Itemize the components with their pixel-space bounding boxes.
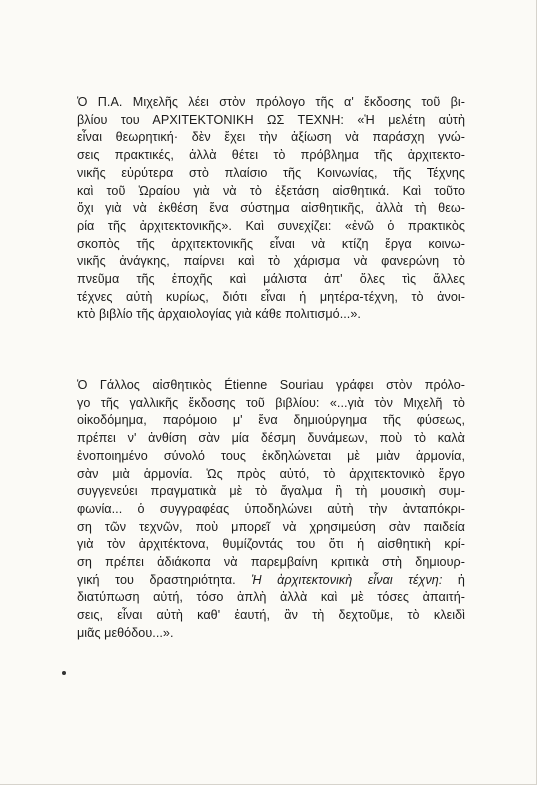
text-line: διατύπωση αὐτή, τόσο ἁπλὴ ἀλλὰ καὶ μὲ τόσες ἀπαιτή-	[77, 590, 465, 605]
text-line: σεις πρακτικές, ἀλλὰ θέτει τὸ πρόβλημα τῆς ἀρχιτεκτο-	[77, 148, 465, 163]
text-line: σεις, εἶναι αὐτὴ καθ' ἑαυτή, ἂν τὴ δεχτοῦμε, τὸ κλειδὶ	[77, 608, 465, 623]
text-line: πρέπει ν' ἀνθίση σὰν μία δέσμη δυνάμεων, ποὺ τὸ καλὰ	[77, 431, 465, 446]
text-line: ρία τῆς ἀρχιτεκτονικῆς». Καὶ συνεχίζει: «ἐνῶ ὁ πρακτικὸς	[77, 218, 465, 233]
text-line: μιᾶς μεθόδου...».	[77, 625, 174, 640]
text-line: ση τῶν τεχνῶν, ποὺ μπορεῖ νὰ χρησιμεύση σὰν παιδεία	[77, 519, 465, 534]
paragraph-michelis-preface	[77, 94, 465, 324]
text-line: γο τῆς γαλλικῆς ἔκδοσης τοῦ βιβλίου: «...γιὰ τὸν Μιχελῆ τὸ	[77, 395, 465, 410]
text-line: εἶναι θεωρητική· δὲν ἔχει τὴν ἀξίωση νὰ παράσχη γνώ-	[77, 130, 465, 145]
text-line: σὰν μιὰ ἁρμονία. Ὡς πρὸς αὐτό, τὸ ἀρχιτεκτονικὸ ἔργο	[77, 466, 465, 481]
text-line: Ὁ Γάλλος αἰσθητικὸς Étienne Souriau γράφει στὸν πρόλο-	[77, 378, 465, 392]
text-line: ὄχι γιὰ νὰ ἐκθέση ἕνα σύστημα αἰσθητικῆς, ἀλλὰ τὴ θεω-	[77, 201, 465, 216]
text-line: κτὸ βιβλίο τῆς ἀρχαιολογίας γιὰ κάθε πολιτισμό...».	[77, 307, 361, 322]
margin-dot-mark	[62, 671, 66, 675]
text-line: πνεῦμα τῆς ἐποχῆς καὶ μάλιστα ἀπ' ὅλες τὶς ἄλλες	[77, 272, 465, 287]
text-line: νικῆς εὐρύτερα στὸ πλαίσιο τῆς Κοινωνίας, τῆς Τέχνης	[77, 165, 465, 180]
text-line: τέχνες αὐτὴ κυρίως, διότι εἶναι ἡ μητέρα-τέχνη, τὸ ἀνοι-	[77, 289, 465, 304]
text-line: ἐνοποιημένο σύνολό τους ἐκδηλώνεται μὲ μιὰν ἁρμονία,	[77, 448, 465, 463]
paragraph-souriau-preface	[77, 377, 465, 643]
text-line: σκοπὸς τῆς ἀρχιτεκτονικῆς εἶναι νὰ κτίζη ἔργα κοινω-	[77, 236, 465, 251]
text-line: γιὰ τὸν ἀρχιτέκτονα, θυμίζοντάς του ὅτι ἡ αἰσθητικὴ κρί-	[77, 537, 465, 552]
text-line: ση πρέπει ἀδιάκοπα νὰ παρεμβαίνη κριτικὰ στὴ δημιουρ-	[77, 555, 465, 570]
text-line: νικῆς ἀνάγκης, παίρνει καὶ τὸ χάρισμα νὰ φανερώνη τὸ	[77, 254, 465, 269]
book-title-italic: Ἡ ἀρχιτεκτονικὴ εἶναι τέχνη:	[251, 572, 443, 587]
text-line: οἰκοδόμημα, παρόμοιο μ' ἕνα δημιούργημα τῆς φύσεως,	[77, 413, 465, 428]
text-line: φωνία... ὁ συγγραφέας ὑποδηλώνει αὐτὴ τὴν ἀνταπόκρι-	[77, 501, 465, 516]
text-line: Ὁ Π.Α. Μιχελῆς λέει στὸν πρόλογο τῆς α' ἔκδοσης τοῦ βι-	[77, 95, 465, 109]
text-line: συγγενεύει πραγματικὰ μὲ τὸ ἄγαλμα ἢ τὴ μουσικὴ συμ-	[77, 484, 465, 499]
text-line: καὶ τοῦ Ὡραίου γιὰ νὰ τὸ ἐξετάση αἰσθητικά. Καὶ τοῦτο	[77, 183, 465, 198]
text-line: βλίου του ΑΡΧΙΤΕΚΤΟΝΙΚΗ ΩΣ ΤΕΧΝΗ: «Ἡ μελέτη αὐτὴ	[77, 112, 465, 127]
text-line: γική του δραστηριότητα. Ἡ ἀρχιτεκτονικὴ εἶναι τέχνη: ἡ	[77, 572, 465, 587]
